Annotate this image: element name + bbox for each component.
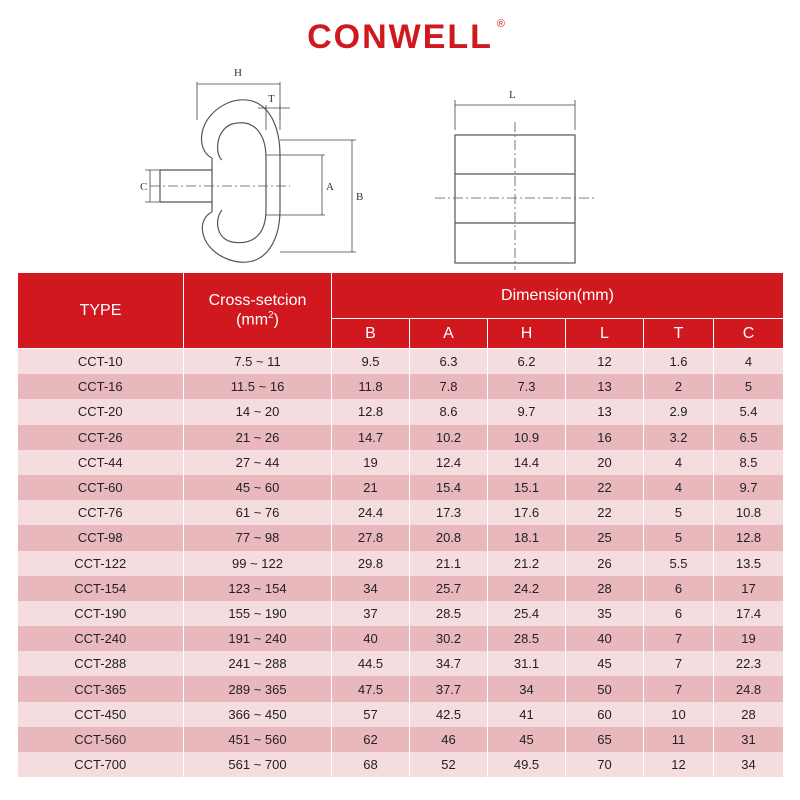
header-dimension: Dimension(mm) (332, 273, 784, 319)
label-l: L (509, 89, 516, 101)
side-view-labels (140, 67, 363, 203)
table-cell: 24.8 (714, 676, 784, 701)
label-h: H (234, 67, 242, 79)
table-cell: 12 (566, 349, 644, 375)
table-cell: 5 (644, 500, 714, 525)
table-cell: 68 (332, 752, 410, 777)
table-cell: 366 ~ 450 (184, 702, 332, 727)
table-cell: CCT-700 (18, 752, 184, 777)
table-row (18, 450, 784, 475)
table-cell: 13 (566, 374, 644, 399)
table-cell: 21.1 (410, 551, 488, 576)
table-cell: 21 ~ 26 (184, 425, 332, 450)
table-cell: 41 (488, 702, 566, 727)
table-cell: 10.2 (410, 425, 488, 450)
table-row (18, 727, 784, 752)
table-cell: CCT-560 (18, 727, 184, 752)
table-cell: 11.8 (332, 374, 410, 399)
table-cell: 25 (566, 525, 644, 550)
table-cell: 123 ~ 154 (184, 576, 332, 601)
table-row (18, 500, 784, 525)
front-view-drawing (435, 122, 595, 270)
table-cell: 62 (332, 727, 410, 752)
table-cell: 14.4 (488, 450, 566, 475)
table-cell: CCT-76 (18, 500, 184, 525)
table-cell: 6.5 (714, 425, 784, 450)
table-cell: 27 ~ 44 (184, 450, 332, 475)
table-cell: 61 ~ 76 (184, 500, 332, 525)
table-cell: 35 (566, 601, 644, 626)
table-cell: 22 (566, 500, 644, 525)
table-cell: 28 (566, 576, 644, 601)
table-cell: 2.9 (644, 399, 714, 424)
header-c: C (714, 319, 784, 349)
table-cell: 20 (566, 450, 644, 475)
table-cell: 57 (332, 702, 410, 727)
table-row (18, 752, 784, 777)
table-cell: 37.7 (410, 676, 488, 701)
table-cell: 5 (714, 374, 784, 399)
specification-table (17, 272, 784, 777)
table-cell: 4 (644, 450, 714, 475)
table-cell: 26 (566, 551, 644, 576)
table-cell: 65 (566, 727, 644, 752)
table-cell: CCT-44 (18, 450, 184, 475)
header-t: T (644, 319, 714, 349)
table-cell: 10.9 (488, 425, 566, 450)
table-cell: 28.5 (410, 601, 488, 626)
table-cell: 289 ~ 365 (184, 676, 332, 701)
table-cell: 49.5 (488, 752, 566, 777)
table-cell: 5.4 (714, 399, 784, 424)
table-cell: 17.6 (488, 500, 566, 525)
table-cell: 7.5 ~ 11 (184, 349, 332, 375)
table-cell: 7.3 (488, 374, 566, 399)
table-cell: 10.8 (714, 500, 784, 525)
table-row (18, 399, 784, 424)
table-cell: 30.2 (410, 626, 488, 651)
table-header-row (18, 273, 784, 319)
table-row (18, 651, 784, 676)
table-cell: CCT-365 (18, 676, 184, 701)
table-cell: 29.8 (332, 551, 410, 576)
table-cell: 45 (488, 727, 566, 752)
table-row (18, 702, 784, 727)
table-cell: 34.7 (410, 651, 488, 676)
table-cell: 24.4 (332, 500, 410, 525)
table-cell: 13 (566, 399, 644, 424)
table-cell: CCT-10 (18, 349, 184, 375)
table-cell: 34 (714, 752, 784, 777)
table-cell: 24.2 (488, 576, 566, 601)
table-row (18, 601, 784, 626)
table-cell: 40 (332, 626, 410, 651)
table-cell: 19 (714, 626, 784, 651)
label-b: B (356, 191, 364, 203)
table-cell: 16 (566, 425, 644, 450)
table-cell: 14.7 (332, 425, 410, 450)
table-cell: 42.5 (410, 702, 488, 727)
table-cell: 15.1 (488, 475, 566, 500)
table-cell: 2 (644, 374, 714, 399)
table-cell: 15.4 (410, 475, 488, 500)
table-cell: 17.4 (714, 601, 784, 626)
table-cell: 4 (644, 475, 714, 500)
header-b: B (332, 319, 410, 349)
side-view-drawing (150, 100, 290, 262)
table-cell: 28 (714, 702, 784, 727)
table-cell: 18.1 (488, 525, 566, 550)
table-cell: 19 (332, 450, 410, 475)
table-cell: 7 (644, 651, 714, 676)
table-cell: 11 (644, 727, 714, 752)
table-cell: 14 ~ 20 (184, 399, 332, 424)
table-cell: 22.3 (714, 651, 784, 676)
table-cell: 46 (410, 727, 488, 752)
table-cell: CCT-60 (18, 475, 184, 500)
table-cell: 60 (566, 702, 644, 727)
table-cell: 17.3 (410, 500, 488, 525)
table-cell: 37 (332, 601, 410, 626)
table-row (18, 576, 784, 601)
table-cell: 25.7 (410, 576, 488, 601)
table-row (18, 525, 784, 550)
table-cell: 6.3 (410, 349, 488, 375)
header-h: H (488, 319, 566, 349)
table-cell: 12.8 (714, 525, 784, 550)
table-cell: 13.5 (714, 551, 784, 576)
table-cell: CCT-288 (18, 651, 184, 676)
table-cell: CCT-16 (18, 374, 184, 399)
table-cell: 561 ~ 700 (184, 752, 332, 777)
header-cross-section: Cross-setcion $(mm^2)$ (184, 273, 332, 349)
connector-inner-outline (218, 123, 266, 243)
table-cell: 25.4 (488, 601, 566, 626)
table-cell: 45 (566, 651, 644, 676)
table-cell: CCT-154 (18, 576, 184, 601)
table-cell: CCT-26 (18, 425, 184, 450)
table-cell: 40 (566, 626, 644, 651)
table-cell: 52 (410, 752, 488, 777)
table-cell: 12.4 (410, 450, 488, 475)
table-cell: 31.1 (488, 651, 566, 676)
table-cell: 9.5 (332, 349, 410, 375)
table-cell: 7 (644, 676, 714, 701)
table-cell: 7.8 (410, 374, 488, 399)
table-cell: CCT-122 (18, 551, 184, 576)
table-row (18, 374, 784, 399)
table-cell: 77 ~ 98 (184, 525, 332, 550)
table-row (18, 425, 784, 450)
header-l: L (566, 319, 644, 349)
table-cell: 6.2 (488, 349, 566, 375)
table-cell: 27.8 (332, 525, 410, 550)
table-cell: CCT-20 (18, 399, 184, 424)
table-cell: 9.7 (714, 475, 784, 500)
brand-name: CONWELL (307, 18, 493, 56)
table-cell: 20.8 (410, 525, 488, 550)
header-type: TYPE (18, 273, 184, 349)
table-cell: CCT-240 (18, 626, 184, 651)
table-cell: 10 (644, 702, 714, 727)
table-cell: 7 (644, 626, 714, 651)
table-cell: 70 (566, 752, 644, 777)
table-cell: 12 (644, 752, 714, 777)
table-cell: 6 (644, 576, 714, 601)
table-cell: 6 (644, 601, 714, 626)
brand-logo (0, 18, 800, 57)
label-c: C (140, 181, 148, 193)
table-cell: 34 (488, 676, 566, 701)
table-cell: 191 ~ 240 (184, 626, 332, 651)
table-cell: 17 (714, 576, 784, 601)
table-cell: 4 (714, 349, 784, 375)
table-cell: CCT-450 (18, 702, 184, 727)
table-cell: 45 ~ 60 (184, 475, 332, 500)
table-cell: 241 ~ 288 (184, 651, 332, 676)
table-cell: 28.5 (488, 626, 566, 651)
registered-mark: ® (496, 18, 505, 30)
table-cell: 47.5 (332, 676, 410, 701)
table-cell: 31 (714, 727, 784, 752)
side-view-dimensions (145, 82, 356, 252)
table-cell: 155 ~ 190 (184, 601, 332, 626)
table-cell: CCT-98 (18, 525, 184, 550)
table-cell: 22 (566, 475, 644, 500)
table-row (18, 626, 784, 651)
table-row (18, 551, 784, 576)
table-cell: 11.5 ~ 16 (184, 374, 332, 399)
table-cell: 8.5 (714, 450, 784, 475)
table-cell: 3.2 (644, 425, 714, 450)
table-cell: 99 ~ 122 (184, 551, 332, 576)
table-cell: 12.8 (332, 399, 410, 424)
table-row (18, 349, 784, 375)
label-a: A (326, 181, 334, 193)
table-cell: 5 (644, 525, 714, 550)
table-cell: 34 (332, 576, 410, 601)
header-a: A (410, 319, 488, 349)
table-cell: 5.5 (644, 551, 714, 576)
table-row (18, 676, 784, 701)
table-cell: 44.5 (332, 651, 410, 676)
table-cell: 21.2 (488, 551, 566, 576)
table-row (18, 475, 784, 500)
table-cell: CCT-190 (18, 601, 184, 626)
connector-outer-outline (201, 100, 280, 262)
table-cell: 1.6 (644, 349, 714, 375)
label-t: T (268, 93, 275, 105)
technical-drawing (0, 60, 800, 270)
table-cell: 50 (566, 676, 644, 701)
table-body (18, 349, 784, 778)
table-cell: 21 (332, 475, 410, 500)
table-cell: 9.7 (488, 399, 566, 424)
table-cell: 8.6 (410, 399, 488, 424)
table-cell: 451 ~ 560 (184, 727, 332, 752)
